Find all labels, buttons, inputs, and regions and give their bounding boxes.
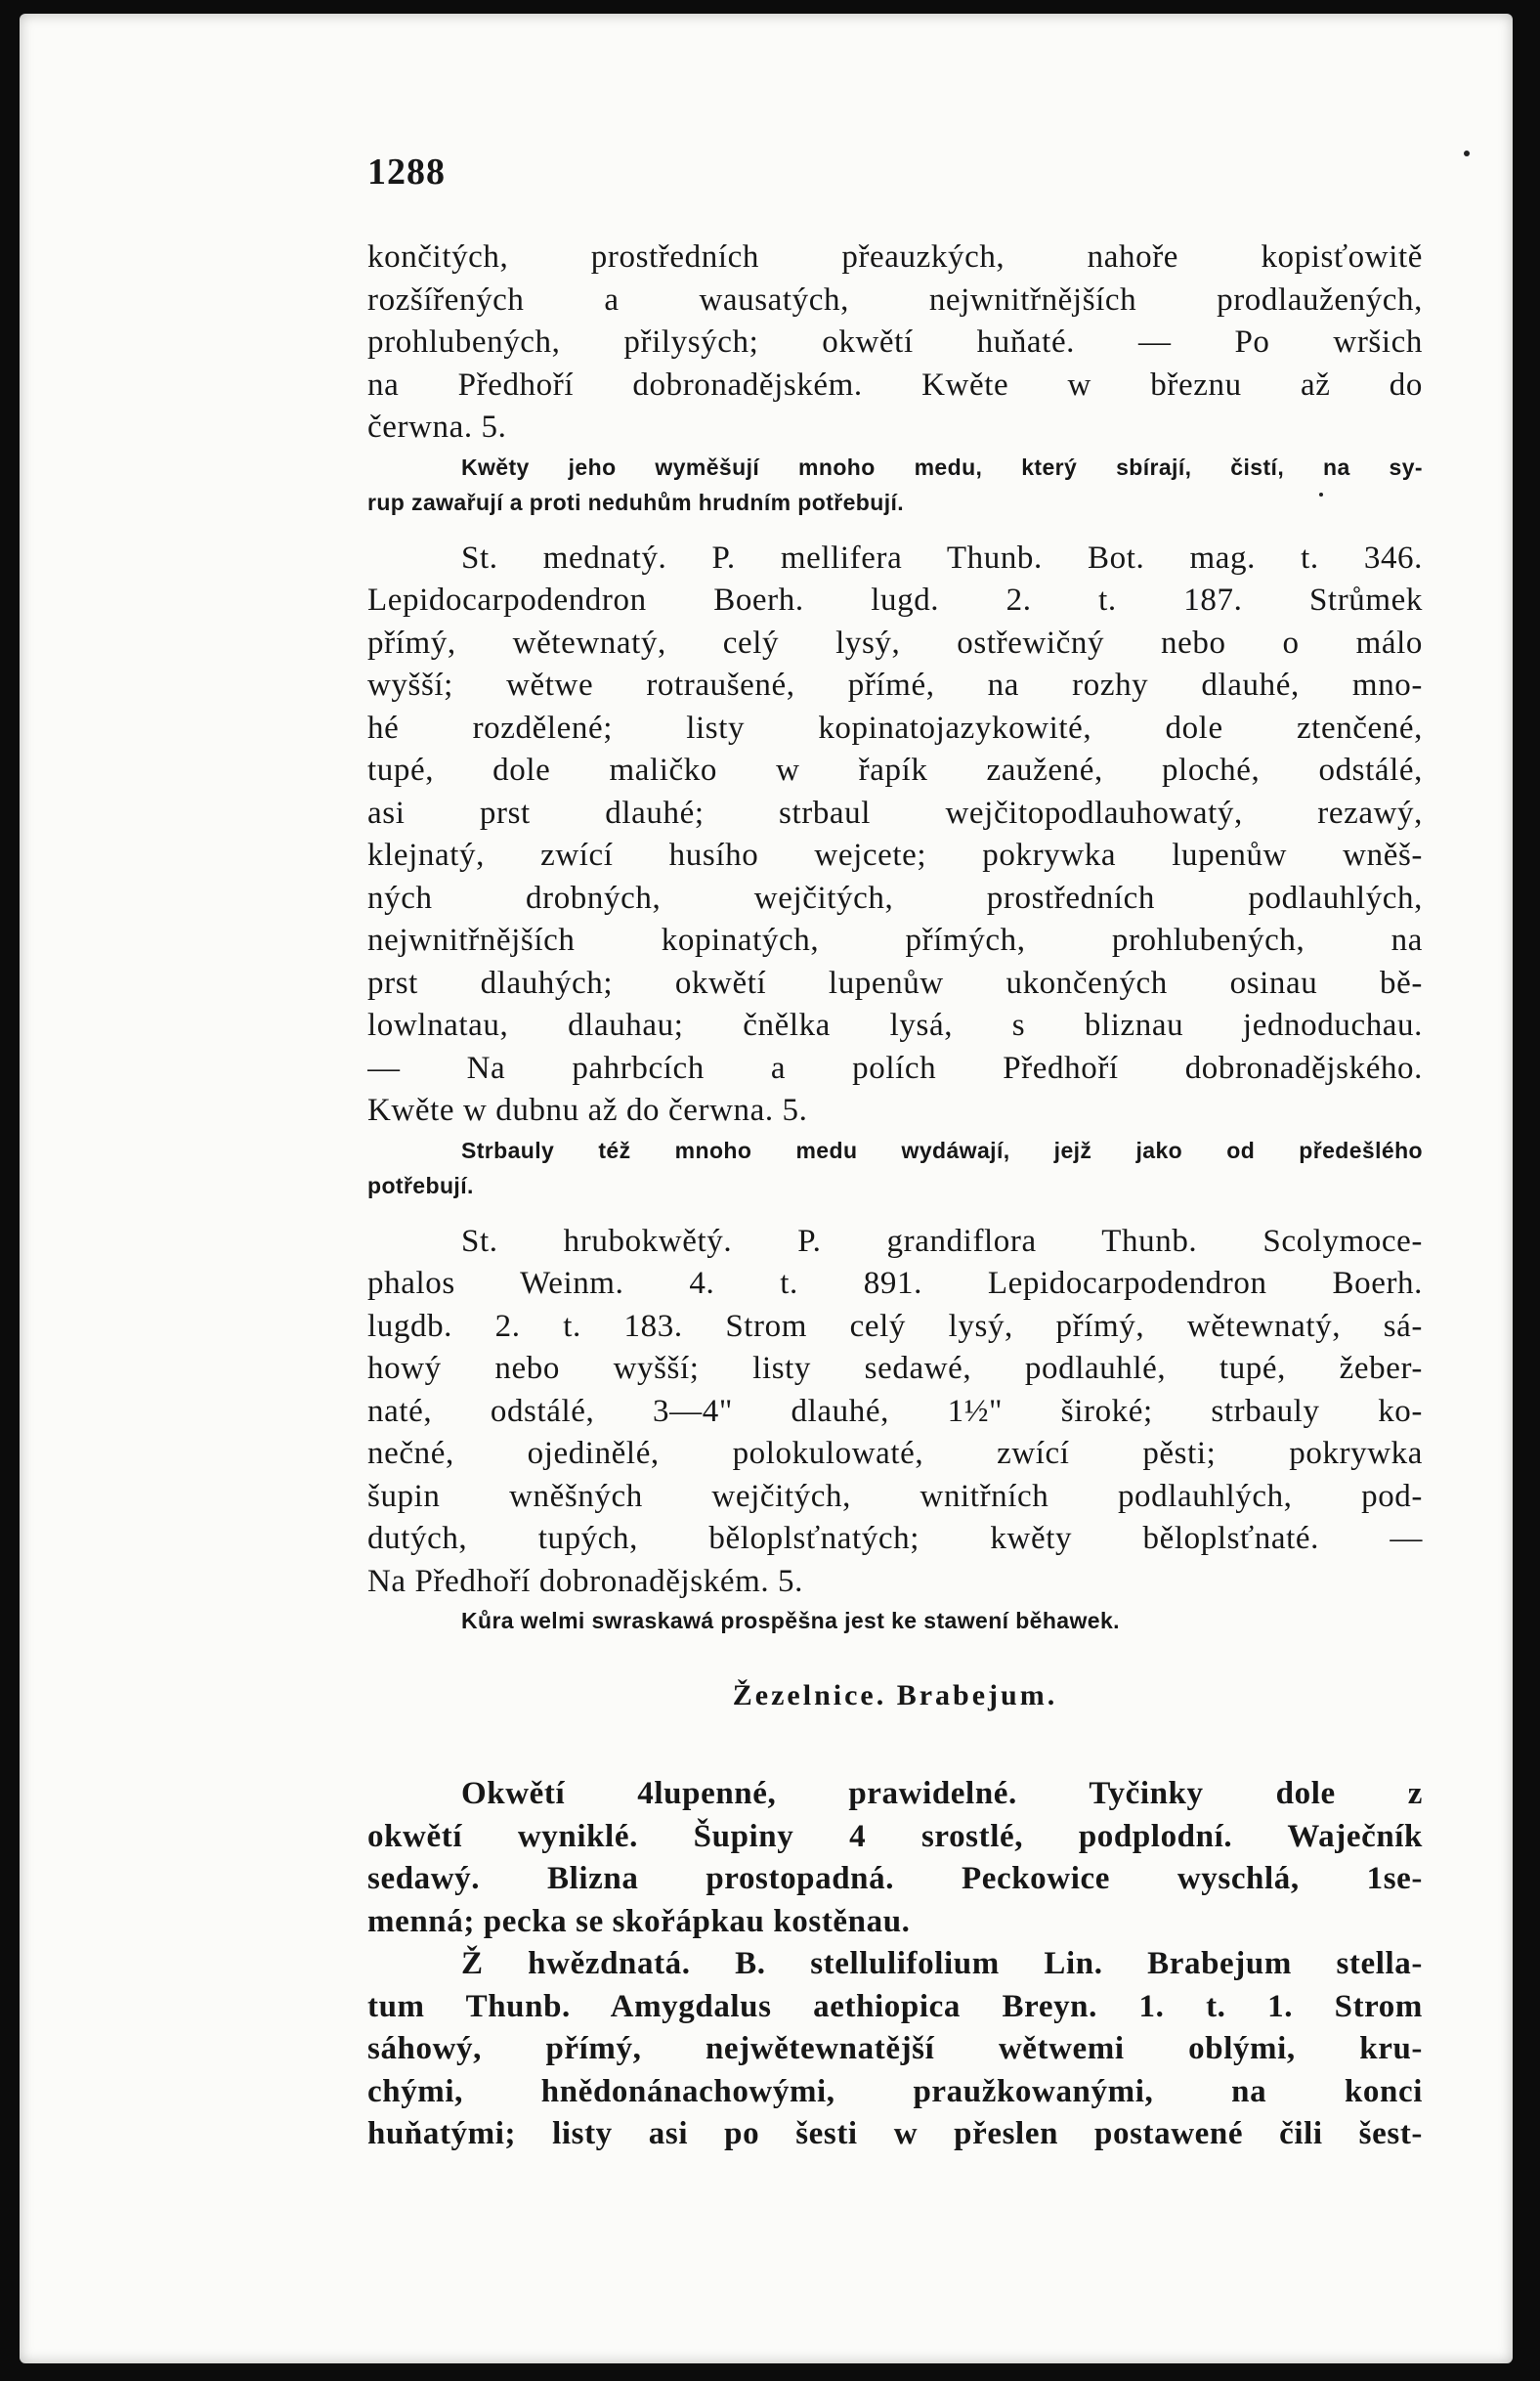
text-line: tupé, dole maličko w řapík zaužené, ploché, odstálé,	[367, 753, 1423, 788]
text-line: okwětí wyniklé. Šupiny 4 srostlé, podplodní. Waječník	[367, 1818, 1423, 1854]
text-line: wyšší; wětwe rotraušené, přímé, na rozhy dlauhé, mno-	[367, 668, 1423, 703]
text-line: phalos Weinm. 4. t. 891. Lepidocarpodendron Boerh.	[367, 1266, 1423, 1301]
text-line: na Předhoří dobronadějském. Kwěte w březnu až do	[367, 367, 1423, 403]
text-line: šupin wněšných wejčitých, wnitřních podlauhlých, pod-	[367, 1478, 1423, 1514]
text-line: prst dlauhých; okwětí lupenůw ukončených osinau bě-	[367, 965, 1423, 1001]
text-line: ných drobných, wejčitých, prostředních podlauhlých,	[367, 880, 1423, 916]
text-line: asi prst dlauhé; strbaul wejčitopodlauhowatý, rezawý,	[367, 795, 1423, 831]
section-1	[367, 237, 1423, 450]
text-line: sáhowý, přímý, nejwětewnatější wětwemi oblými, kru-	[367, 2031, 1423, 2066]
text-line: chými, hnědonánachowými, praužkowanými, na konci	[367, 2073, 1423, 2109]
note-line: rup zawařují a proti neduhům hrudním potřebují.	[367, 489, 905, 515]
book-page	[20, 14, 1513, 2363]
text-line: klejnatý, zwící husího wejcete; pokrywka lupenůw wněš-	[367, 838, 1423, 873]
text-line: naté, odstálé, 3—4" dlauhé, 1½" široké; strbauly ko-	[367, 1393, 1423, 1429]
note-line: Strbauly též mnoho medu wydáwají, jejž jako od předešlého	[461, 1137, 1423, 1163]
note-2	[367, 1133, 1423, 1203]
text-line: prohlubených, přilysých; okwětí huňaté. — Po wršich	[367, 325, 1423, 360]
text-line: St. hrubokwětý. P. grandiflora Thunb. Scolymoce-	[461, 1223, 1423, 1259]
spacer	[367, 1203, 1423, 1221]
text-line: končitých, prostředních přeauzkých, nahoře kopisťowitě	[367, 239, 1423, 275]
text-line: lugdb. 2. t. 183. Strom celý lysý, přímý, wětewnatý, sá-	[367, 1308, 1423, 1344]
note-1	[367, 450, 1423, 520]
text-line: rozšířených a wausatých, nejwnitřnějších prodlaužených,	[367, 281, 1423, 318]
text-line: dutých, tupých, běloplsťnatých; kwěty běloplsťnaté. —	[367, 1521, 1423, 1556]
species-hrubokwety	[367, 1221, 1423, 1604]
page-text	[367, 151, 1423, 2156]
text-line: přímý, wětewnatý, celý lysý, ostřewičný nebo o málo	[367, 625, 1423, 661]
text-line: nejwnitřnějších kopinatých, přímých, prohlubených, na	[367, 923, 1423, 958]
text-line: Okwětí 4lupenné, prawidelné. Tyčinky dole z	[461, 1776, 1423, 1811]
text-line: čerwna. 5.	[367, 410, 507, 445]
ink-speck	[1319, 493, 1323, 497]
text-line: howý nebo wyšší; listy sedawé, podlauhlé, tupé, žeber-	[367, 1351, 1423, 1386]
text-line: Lepidocarpodendron Boerh. lugd. 2. t. 187. Strůmek	[367, 583, 1423, 618]
genus-heading: Žezelnice. Brabejum.	[732, 1679, 1058, 1711]
note-line: potřebují.	[367, 1172, 474, 1198]
text-line: Ž hwězdnatá. B. stellulifolium Lin. Brabejum stella-	[461, 1946, 1423, 1981]
text-line: sedawý. Blizna prostopadná. Peckowice wyschlá, 1se-	[367, 1861, 1423, 1896]
text-line: Kwěte w dubnu až do čerwna. 5.	[367, 1093, 808, 1128]
text-line: St. mednatý. P. mellifera Thunb. Bot. mag. t. 346.	[461, 540, 1423, 576]
ink-speck	[1464, 151, 1470, 156]
text-line: nečné, ojedinělé, polokulowaté, zwící pěsti; pokrywka	[367, 1436, 1423, 1471]
text-line: lowlnatau, dlauhau; čnělka lysá, s bliznau jednoduchau.	[367, 1008, 1423, 1043]
text-line: tum Thunb. Amygdalus aethiopica Breyn. 1. t. 1. Strom	[367, 1988, 1423, 2024]
species-hwezdnata	[367, 1943, 1423, 2156]
text-line: hé rozdělené; listy kopinatojazykowité, dole ztenčené,	[367, 710, 1423, 746]
note-line: Kwěty jeho wyměšují mnoho medu, který sbírají, čistí, na sy-	[461, 454, 1423, 480]
text-line: Na Předhoří dobronadějském. 5.	[367, 1563, 803, 1599]
text-line: huňatými; listy asi po šesti w přeslen postawené čili šest-	[367, 2116, 1423, 2151]
text-line: menná; pecka se skořápkau kostěnau.	[367, 1903, 911, 1939]
note-3	[367, 1603, 1423, 1638]
genus-description	[367, 1773, 1423, 1943]
text-line: — Na pahrbcích a polích Předhoří dobronadějského.	[367, 1050, 1423, 1086]
spacer	[367, 520, 1423, 538]
species-mednaty	[367, 538, 1423, 1133]
page-number: 1288	[367, 152, 446, 193]
note-line: Kůra welmi swraskawá prospěšna jest ke stawení běhawek.	[461, 1608, 1120, 1633]
